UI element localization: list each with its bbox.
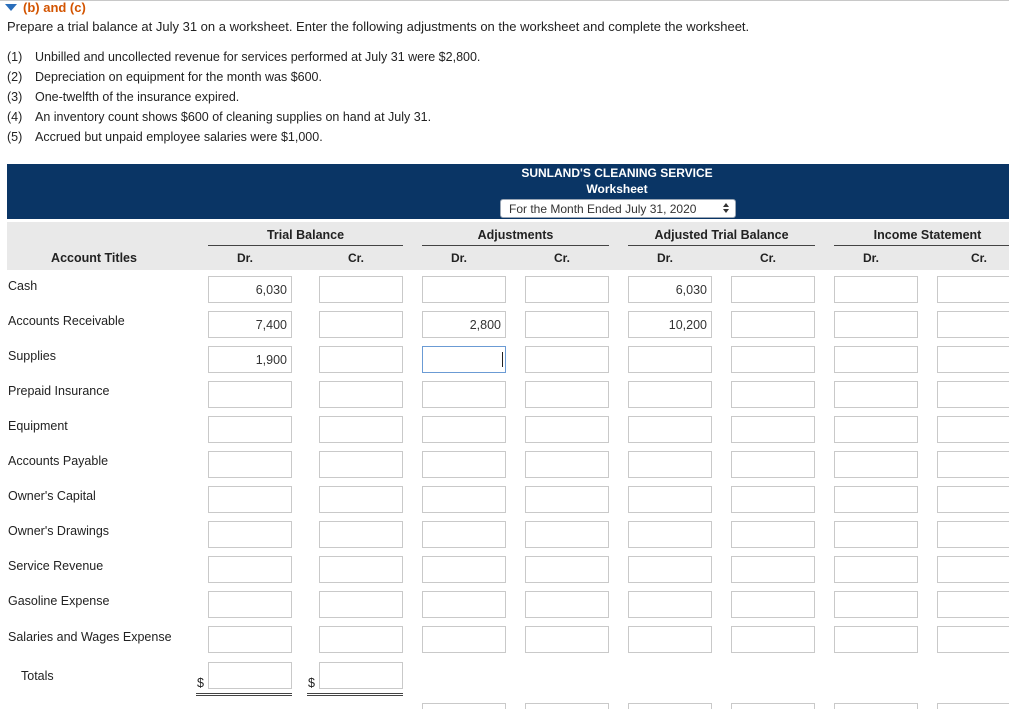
cell-cash-is-dr[interactable] — [834, 276, 918, 303]
cell-owner-s-capital-is-dr[interactable] — [834, 486, 918, 513]
adjustment-item — [7, 109, 480, 129]
cell-equipment-is-dr[interactable] — [834, 416, 918, 443]
cell-cash-is-cr[interactable] — [937, 276, 1009, 303]
cell-salaries-and-wages-expense-tb-dr[interactable] — [208, 626, 292, 653]
cell-owner-s-capital-tb-dr[interactable] — [208, 486, 292, 513]
account-title-cash: Cash — [8, 279, 38, 293]
cell-equipment-adj-dr[interactable] — [422, 416, 506, 443]
text-cursor — [502, 352, 503, 367]
adjustment-item — [7, 69, 480, 89]
currency-symbol: $ — [308, 676, 315, 690]
adjustment-text: Unbilled and uncollected revenue for services performed at July 31 were $2,800. — [35, 50, 481, 64]
cell-accounts-payable-is-dr[interactable] — [834, 451, 918, 478]
account-title-accounts-receivable: Accounts Receivable — [8, 314, 125, 328]
double-underline — [196, 693, 292, 696]
adjustment-number: (2) — [7, 70, 23, 84]
account-title-supplies: Supplies — [8, 349, 56, 363]
adjustment-number: (4) — [7, 110, 23, 124]
cell-supplies-is-dr[interactable] — [834, 346, 918, 373]
cell-owner-s-drawings-tb-cr[interactable] — [319, 521, 403, 548]
cell-owner-s-capital-adj-cr[interactable] — [525, 486, 609, 513]
cell-owner-s-drawings-atb-dr[interactable] — [628, 521, 712, 548]
cell-gasoline-expense-tb-cr[interactable] — [319, 591, 403, 618]
group-header-adjusted-trial-balance: Adjusted Trial Balance — [654, 228, 789, 242]
cell-prepaid-insurance-tb-dr[interactable] — [208, 381, 292, 408]
account-title-equipment: Equipment — [8, 419, 68, 433]
cell-service-revenue-is-dr[interactable] — [834, 556, 918, 583]
total-adj-cr-partial[interactable] — [525, 703, 609, 709]
cell-gasoline-expense-is-cr[interactable] — [937, 591, 1009, 618]
group-header-rule — [834, 245, 1009, 246]
adjustment-text: One-twelfth of the insurance expired. — [35, 90, 240, 104]
dr-column-label: Dr. — [236, 251, 254, 265]
cell-salaries-and-wages-expense-atb-dr[interactable] — [628, 626, 712, 653]
cell-accounts-receivable-atb-cr[interactable] — [731, 311, 815, 338]
cell-accounts-payable-tb-cr[interactable] — [319, 451, 403, 478]
cell-prepaid-insurance-atb-cr[interactable] — [731, 381, 815, 408]
cell-service-revenue-adj-cr[interactable] — [525, 556, 609, 583]
cell-cash-tb-cr[interactable] — [319, 276, 403, 303]
account-title-accounts-payable: Accounts Payable — [8, 454, 109, 468]
cell-gasoline-expense-atb-dr[interactable] — [628, 591, 712, 618]
cell-accounts-receivable-atb-dr[interactable] — [628, 311, 712, 338]
cell-salaries-and-wages-expense-is-cr[interactable] — [937, 626, 1009, 653]
cell-accounts-payable-atb-cr[interactable] — [731, 451, 815, 478]
cell-supplies-tb-dr[interactable] — [208, 346, 292, 373]
cell-equipment-tb-cr[interactable] — [319, 416, 403, 443]
cell-cash-adj-dr[interactable] — [422, 276, 506, 303]
company-name: SUNLAND'S CLEANING SERVICE — [521, 166, 713, 180]
cell-supplies-adj-dr[interactable] — [422, 346, 506, 373]
adjustment-number: (5) — [7, 130, 23, 144]
adjustment-number: (3) — [7, 90, 23, 104]
group-header-rule — [208, 245, 403, 246]
total-atb-dr-partial[interactable] — [628, 703, 712, 709]
double-underline — [307, 693, 403, 696]
cell-accounts-receivable-adj-dr[interactable] — [422, 311, 506, 338]
cell-service-revenue-adj-dr[interactable] — [422, 556, 506, 583]
cell-accounts-payable-is-cr[interactable] — [937, 451, 1009, 478]
adjustment-text: Accrued but unpaid employee salaries were $1,000. — [35, 130, 323, 144]
cell-accounts-payable-adj-cr[interactable] — [525, 451, 609, 478]
cell-service-revenue-tb-dr[interactable] — [208, 556, 292, 583]
group-header-trial-balance: Trial Balance — [266, 228, 345, 242]
cell-equipment-adj-cr[interactable] — [525, 416, 609, 443]
cell-gasoline-expense-adj-dr[interactable] — [422, 591, 506, 618]
cell-gasoline-expense-adj-cr[interactable] — [525, 591, 609, 618]
cell-accounts-payable-atb-dr[interactable] — [628, 451, 712, 478]
cell-owner-s-capital-atb-dr[interactable] — [628, 486, 712, 513]
cell-supplies-is-cr[interactable] — [937, 346, 1009, 373]
cell-prepaid-insurance-adj-dr[interactable] — [422, 381, 506, 408]
cell-owner-s-capital-adj-dr[interactable] — [422, 486, 506, 513]
cell-owner-s-drawings-adj-cr[interactable] — [525, 521, 609, 548]
cell-gasoline-expense-tb-dr[interactable] — [208, 591, 292, 618]
adjustment-number: (1) — [7, 50, 23, 64]
cell-service-revenue-atb-cr[interactable] — [731, 556, 815, 583]
dr-column-label: Dr. — [450, 251, 468, 265]
total-tb-cr[interactable] — [319, 662, 403, 689]
total-tb-dr[interactable] — [208, 662, 292, 689]
caret-down-icon — [5, 4, 17, 11]
total-is-cr-partial[interactable] — [937, 703, 1009, 709]
cell-service-revenue-atb-dr[interactable] — [628, 556, 712, 583]
cell-cash-atb-dr[interactable] — [628, 276, 712, 303]
cell-cash-tb-dr[interactable] — [208, 276, 292, 303]
currency-symbol: $ — [197, 676, 204, 690]
totals-label: Totals — [21, 669, 54, 683]
cell-supplies-atb-dr[interactable] — [628, 346, 712, 373]
account-title-owner-s-capital: Owner's Capital — [8, 489, 96, 503]
cell-salaries-and-wages-expense-adj-dr[interactable] — [422, 626, 506, 653]
group-header-rule — [628, 245, 815, 246]
dr-column-label: Dr. — [656, 251, 674, 265]
account-title-owner-s-drawings: Owner's Drawings — [8, 524, 110, 538]
cell-equipment-tb-dr[interactable] — [208, 416, 292, 443]
cell-prepaid-insurance-is-dr[interactable] — [834, 381, 918, 408]
cr-column-label: Cr. — [347, 251, 365, 265]
cell-accounts-receivable-is-dr[interactable] — [834, 311, 918, 338]
total-is-dr-partial[interactable] — [834, 703, 918, 709]
cell-gasoline-expense-is-dr[interactable] — [834, 591, 918, 618]
cr-column-label: Cr. — [759, 251, 777, 265]
adjustment-text: Depreciation on equipment for the month was $600. — [35, 70, 322, 84]
cell-owner-s-drawings-adj-dr[interactable] — [422, 521, 506, 548]
account-title-service-revenue: Service Revenue — [8, 559, 104, 573]
account-titles-header: Account Titles — [51, 251, 137, 265]
part-header-label: (b) and (c) — [23, 0, 86, 15]
adjustment-item — [7, 129, 480, 149]
cell-owner-s-drawings-is-cr[interactable] — [937, 521, 1009, 548]
cell-accounts-receivable-tb-dr[interactable] — [208, 311, 292, 338]
cell-equipment-atb-cr[interactable] — [731, 416, 815, 443]
cell-owner-s-drawings-is-dr[interactable] — [834, 521, 918, 548]
cell-supplies-tb-cr[interactable] — [319, 346, 403, 373]
cr-column-label: Cr. — [970, 251, 988, 265]
cell-salaries-and-wages-expense-atb-cr[interactable] — [731, 626, 815, 653]
account-title-prepaid-insurance: Prepaid Insurance — [8, 384, 110, 398]
account-title-salaries-and-wages-expense: Salaries and Wages Expense — [8, 630, 172, 644]
adjustment-item — [7, 89, 480, 109]
cell-accounts-receivable-is-cr[interactable] — [937, 311, 1009, 338]
top-divider — [0, 0, 1009, 1]
adjustment-text: An inventory count shows $600 of cleaning supplies on hand at July 31. — [35, 110, 432, 124]
group-header-adjustments: Adjustments — [477, 228, 554, 242]
cell-accounts-payable-tb-dr[interactable] — [208, 451, 292, 478]
cell-cash-atb-cr[interactable] — [731, 276, 815, 303]
cell-salaries-and-wages-expense-is-dr[interactable] — [834, 626, 918, 653]
select-arrows-icon — [723, 203, 729, 213]
cell-prepaid-insurance-is-cr[interactable] — [937, 381, 1009, 408]
group-header-income-statement: Income Statement — [873, 228, 982, 242]
cell-salaries-and-wages-expense-adj-cr[interactable] — [525, 626, 609, 653]
cell-owner-s-drawings-atb-cr[interactable] — [731, 521, 815, 548]
total-adj-dr-partial[interactable] — [422, 703, 506, 709]
period-select[interactable] — [500, 199, 736, 218]
instructions: Prepare a trial balance at July 31 on a worksheet. Enter the following adjustments on the worksheet and complete the worksheet. — [7, 19, 750, 34]
dr-column-label: Dr. — [862, 251, 880, 265]
worksheet-title: Worksheet — [586, 182, 648, 196]
cell-owner-s-capital-atb-cr[interactable] — [731, 486, 815, 513]
cell-prepaid-insurance-tb-cr[interactable] — [319, 381, 403, 408]
cell-equipment-atb-dr[interactable] — [628, 416, 712, 443]
cell-owner-s-capital-is-cr[interactable] — [937, 486, 1009, 513]
cell-supplies-atb-cr[interactable] — [731, 346, 815, 373]
cell-service-revenue-tb-cr[interactable] — [319, 556, 403, 583]
cell-equipment-is-cr[interactable] — [937, 416, 1009, 443]
account-title-gasoline-expense: Gasoline Expense — [8, 594, 110, 608]
cell-owner-s-drawings-tb-dr[interactable] — [208, 521, 292, 548]
cell-gasoline-expense-atb-cr[interactable] — [731, 591, 815, 618]
adjustments-list — [7, 49, 480, 149]
cell-service-revenue-is-cr[interactable] — [937, 556, 1009, 583]
cell-accounts-receivable-adj-cr[interactable] — [525, 311, 609, 338]
cell-prepaid-insurance-adj-cr[interactable] — [525, 381, 609, 408]
cell-accounts-receivable-tb-cr[interactable] — [319, 311, 403, 338]
part-toggle[interactable] — [5, 0, 86, 14]
period-select-value: For the Month Ended July 31, 2020 — [509, 201, 697, 216]
cell-owner-s-capital-tb-cr[interactable] — [319, 486, 403, 513]
group-header-rule — [422, 245, 609, 246]
cr-column-label: Cr. — [553, 251, 571, 265]
cell-cash-adj-cr[interactable] — [525, 276, 609, 303]
cell-accounts-payable-adj-dr[interactable] — [422, 451, 506, 478]
cell-prepaid-insurance-atb-dr[interactable] — [628, 381, 712, 408]
cell-salaries-and-wages-expense-tb-cr[interactable] — [319, 626, 403, 653]
cell-supplies-adj-cr[interactable] — [525, 346, 609, 373]
adjustment-item — [7, 49, 480, 69]
total-atb-cr-partial[interactable] — [731, 703, 815, 709]
